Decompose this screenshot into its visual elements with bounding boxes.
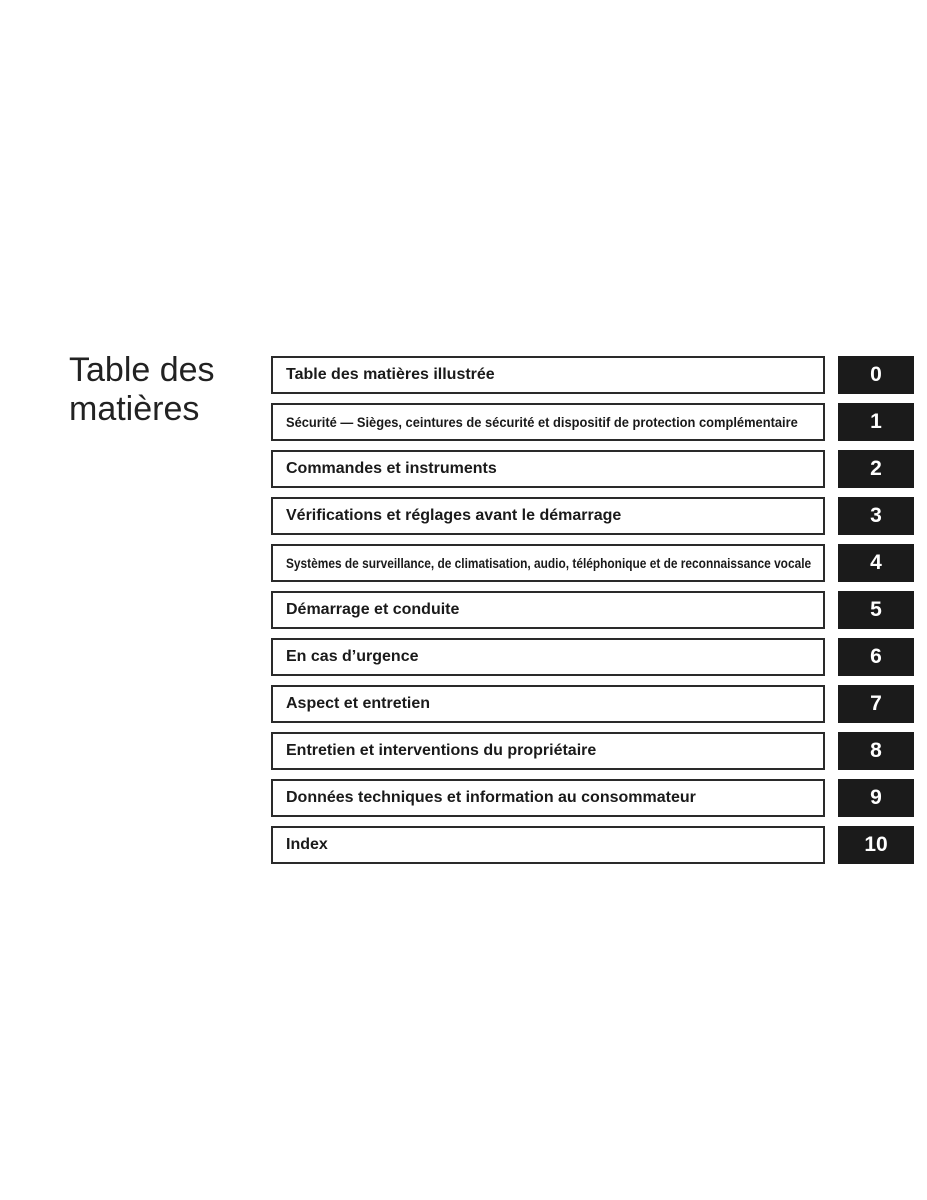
- chapter-number: 9: [870, 786, 882, 809]
- page-title: Table des matières: [69, 351, 215, 428]
- toc-entry-label-box[interactable]: [271, 591, 825, 629]
- chapter-tab[interactable]: [838, 403, 914, 441]
- toc-entry-label-box[interactable]: [271, 403, 825, 441]
- chapter-tab[interactable]: [838, 591, 914, 629]
- chapter-number: 1: [870, 410, 882, 433]
- toc-entry-8[interactable]: [271, 732, 914, 770]
- toc-entry-label: Entretien et interventions du propriétaire: [286, 742, 597, 759]
- toc-entry-label: Démarrage et conduite: [286, 601, 460, 618]
- toc-entry-6[interactable]: [271, 638, 914, 676]
- toc-entry-label-box[interactable]: [271, 685, 825, 723]
- toc-entry-label-box[interactable]: [271, 779, 825, 817]
- toc-entry-label-box[interactable]: [271, 638, 825, 676]
- toc-entry-label-box[interactable]: [271, 732, 825, 770]
- chapter-number: 0: [870, 363, 882, 386]
- toc-entry-label: Aspect et entretien: [286, 695, 431, 712]
- toc-entry-label-box[interactable]: [271, 356, 825, 394]
- chapter-tab[interactable]: [838, 544, 914, 582]
- table-of-contents: [271, 356, 914, 873]
- chapter-number: 7: [870, 692, 882, 715]
- toc-entry-2[interactable]: [271, 450, 914, 488]
- chapter-number: 3: [870, 504, 882, 527]
- chapter-number: 8: [870, 739, 882, 762]
- toc-entry-label-box[interactable]: [271, 826, 825, 864]
- toc-entry-label: Vérifications et réglages avant le démarrage: [286, 507, 622, 524]
- chapter-tab[interactable]: [838, 638, 914, 676]
- chapter-tab[interactable]: [838, 497, 914, 535]
- toc-entry-label: Sécurité — Sièges, ceintures de sécurité et dispositif de protection complémentaire: [286, 414, 798, 430]
- toc-entry-label: En cas d’urgence: [286, 648, 419, 665]
- toc-entry-5[interactable]: [271, 591, 914, 629]
- chapter-tab[interactable]: [838, 685, 914, 723]
- toc-entry-9[interactable]: [271, 779, 914, 817]
- toc-entry-4[interactable]: [271, 544, 914, 582]
- toc-entry-label-box[interactable]: [271, 450, 825, 488]
- chapter-tab[interactable]: [838, 732, 914, 770]
- chapter-number: 10: [864, 833, 888, 856]
- toc-entry-7[interactable]: [271, 685, 914, 723]
- toc-entry-label: Données techniques et information au consommateur: [286, 789, 696, 806]
- chapter-tab[interactable]: [838, 826, 914, 864]
- chapter-number: 6: [870, 645, 882, 668]
- toc-entry-label-box[interactable]: [271, 497, 825, 535]
- chapter-number: 5: [870, 598, 882, 621]
- toc-entry-label-box[interactable]: [271, 544, 825, 582]
- toc-entry-label: Systèmes de surveillance, de climatisation, audio, téléphonique et de reconnaissance vocale: [286, 555, 812, 571]
- chapter-tab[interactable]: [838, 779, 914, 817]
- chapter-number: 4: [870, 551, 882, 574]
- toc-entry-label: Commandes et instruments: [286, 460, 497, 477]
- chapter-number: 2: [870, 457, 882, 480]
- toc-entry-label: Table des matières illustrée: [286, 366, 495, 383]
- chapter-tab[interactable]: [838, 450, 914, 488]
- toc-entry-0[interactable]: [271, 356, 914, 394]
- toc-entry-label: Index: [286, 836, 328, 853]
- toc-entry-10[interactable]: [271, 826, 914, 864]
- chapter-tab[interactable]: [838, 356, 914, 394]
- toc-entry-3[interactable]: [271, 497, 914, 535]
- toc-entry-1[interactable]: [271, 403, 914, 441]
